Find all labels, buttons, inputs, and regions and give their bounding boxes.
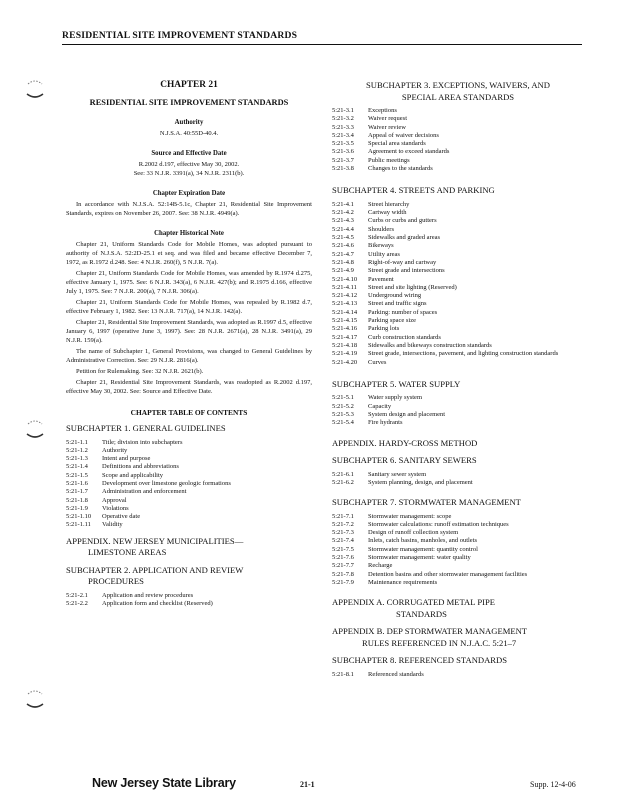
section-number: 5:21-4.9 (332, 267, 354, 275)
toc-entry (332, 317, 584, 325)
section-number: 5:21-6.1 (332, 470, 354, 478)
section-title: Scope and applicability (102, 471, 164, 479)
section-title: Definitions and abbreviations (102, 463, 179, 471)
source-line: R.2002 d.197, effective May 30, 2002. (138, 161, 240, 168)
history-heading: Chapter Historical Note (154, 230, 224, 237)
section-number: 5:21-4.3 (332, 217, 354, 225)
section-title: Parking: number of spaces (368, 308, 438, 316)
toc-entry (332, 209, 584, 217)
toc-entry (332, 107, 584, 115)
section-title: Water supply system (368, 394, 422, 402)
subchapter-5-entries (332, 394, 584, 427)
section-number: 5:21-7.1 (332, 512, 354, 520)
subchapter-1-title: SUBCHAPTER 1. GENERAL GUIDELINES (66, 423, 226, 433)
section-number: 5:21-1.2 (66, 446, 88, 454)
section-title: Curbs or curbs and gutters (368, 217, 437, 225)
toc-entry (332, 350, 584, 358)
section-number: 5:21-4.14 (332, 308, 358, 316)
section-title: Referenced standards (368, 670, 424, 678)
history-paragraph: Chapter 21, Residential Site Improvement Standards, was adopted as R.1997 d.5, effective January 6, 1997 (operative June 3, 1997). See: 28 N.J.R. 2671(a), 28 N.J.R. 3491(a), 29 N.J.R. 159(a). (66, 319, 312, 344)
section-number: 5:21-1.4 (66, 463, 88, 471)
supplement-date: Supp. 12-4-06 (530, 780, 576, 789)
history-paragraph: Chapter 21, Uniform Standards Code for Mobile Homes, was repealed by R.1982 d.7, effective February 1, 1982. See: 13 N.J.R. 717(a), 14 N.J.R. 142(a). (66, 299, 312, 315)
authority-heading: Authority (174, 119, 204, 126)
section-title: System design and placement (368, 410, 446, 418)
section-number: 5:21-4.17 (332, 333, 358, 341)
section-title: Approval (102, 496, 127, 504)
toc-entry (66, 480, 312, 488)
toc-entry (332, 251, 584, 259)
section-number: 5:21-4.6 (332, 242, 354, 250)
section-title: Stormwater management: quantity control (368, 545, 478, 553)
toc-entry (332, 562, 584, 570)
section-number: 5:21-4.4 (332, 225, 354, 233)
toc-entry (332, 309, 584, 317)
section-number: 5:21-4.18 (332, 341, 358, 349)
toc-entry (332, 342, 584, 350)
section-title: Cartway width (368, 209, 407, 217)
section-title: Authority (102, 446, 128, 454)
section-title: Agreement to exceed standards (368, 148, 450, 156)
subchapter-3-entries (332, 107, 584, 173)
history-paragraph: Chapter 21, Uniform Standards Code for Mobile Homes, was amended by R.1974 d.275, effective January 1, 1975. See: 6 N.J.R. 343(a), 6 N.J.R. 427(b); and R.1975 d.166, effective July 1, 1975. See: 7 N.J.R. 200(a), 7 N.J.R. 306(a). (66, 270, 312, 295)
section-number: 5:21-4.10 (332, 275, 358, 283)
toc-entry (332, 359, 584, 367)
toc-heading: CHAPTER TABLE OF CONTENTS (130, 408, 248, 417)
section-number: 5:21-4.15 (332, 317, 358, 325)
section-number: 5:21-5.4 (332, 419, 354, 427)
section-title: Appeal of waiver decisions (368, 131, 439, 139)
toc-entry (66, 497, 312, 505)
toc-entry (332, 554, 584, 562)
section-title: Parking space size (368, 317, 417, 325)
toc-entry (332, 403, 584, 411)
toc-entry (332, 521, 584, 529)
section-title: Development over limestone geologic formations (102, 479, 231, 487)
toc-entry (332, 671, 584, 679)
subchapter-4-title: SUBCHAPTER 4. STREETS AND PARKING (332, 185, 495, 196)
section-number: 5:21-7.8 (332, 570, 354, 578)
section-title: Sidewalks and graded areas (368, 234, 441, 242)
section-title: Changes to the standards (368, 165, 433, 173)
appendix-nj-title: APPENDIX. NEW JERSEY MUNICIPALITIES— LIMESTONE AREAS (66, 535, 244, 558)
subchapter-7-title: SUBCHAPTER 7. STORMWATER MANAGEMENT (332, 497, 521, 508)
section-title: Capacity (368, 402, 392, 410)
chapter-number: CHAPTER 21 (160, 80, 218, 90)
running-head: RESIDENTIAL SITE IMPROVEMENT STANDARDS (62, 30, 582, 45)
section-title: Parking lots (368, 325, 400, 333)
section-title: Curves (368, 358, 387, 366)
toc-entry (66, 513, 312, 521)
section-title: Underground wiring (368, 292, 422, 300)
authority-text: N.J.S.A. 40:55D-40.4. (159, 130, 219, 137)
section-title: Operative date (102, 513, 141, 521)
section-number: 5:21-3.2 (332, 115, 354, 123)
subchapter-3-title: SUBCHAPTER 3. EXCEPTIONS, WAIVERS, AND SPECIAL AREA STANDARDS (366, 80, 550, 102)
expiration-heading: Chapter Expiration Date (152, 190, 226, 197)
section-number: 5:21-4.2 (332, 209, 354, 217)
section-title: Street and site lighting (Reserved) (368, 283, 457, 291)
toc-entry (332, 292, 584, 300)
section-number: 5:21-1.7 (66, 488, 88, 496)
chapter-title: RESIDENTIAL SITE IMPROVEMENT STANDARDS (89, 98, 289, 107)
appendix-hardy-cross-title: APPENDIX. HARDY-CROSS METHOD (332, 437, 478, 448)
section-number: 5:21-7.7 (332, 562, 354, 570)
section-title: Stormwater calculations: runoff estimation techniques (368, 520, 509, 528)
toc-entry (332, 242, 584, 250)
subchapter-6-entries (332, 471, 584, 488)
toc-entry (332, 217, 584, 225)
toc-entry (66, 463, 312, 471)
punch-hole-mark (24, 688, 46, 710)
section-number: 5:21-3.4 (332, 131, 354, 139)
toc-entry (332, 411, 584, 419)
toc-entry (332, 226, 584, 234)
subchapter-6-title: SUBCHAPTER 6. SANITARY SEWERS (332, 455, 477, 465)
section-number: 5:21-1.5 (66, 471, 88, 479)
subchapter-8-entries (332, 671, 584, 679)
section-title: Sidewalks and bikeways construction standards (368, 341, 492, 349)
subchapter-7-entries (332, 513, 584, 588)
section-title: Violations (102, 504, 129, 512)
history-paragraph: The name of Subchapter 1, General Provisions, was changed to General Guidelines by Administrative Correction. See: 29 N.J.R. 2816(a). (66, 348, 312, 364)
toc-entry (332, 537, 584, 545)
toc-entry (66, 439, 312, 447)
toc-entry (66, 600, 312, 608)
section-number: 5:21-3.7 (332, 156, 354, 164)
toc-entry (332, 579, 584, 587)
expiration-text: In accordance with N.J.S.A. 52:14B-5.1c, Chapter 21, Residential Site Improvement Standards, expires on November 26, 2007. See: 38 N.J.R. 4949(a). (66, 201, 312, 217)
section-number: 5:21-4.19 (332, 350, 358, 358)
section-title: Maintenance requirements (368, 578, 438, 586)
subchapter-8-title: SUBCHAPTER 8. REFERENCED STANDARDS (332, 655, 508, 666)
toc-entry (332, 471, 584, 479)
section-title: Intent and purpose (102, 455, 151, 463)
section-number: 5:21-6.2 (332, 478, 354, 486)
section-number: 5:21-7.6 (332, 554, 354, 562)
section-number: 5:21-4.5 (332, 234, 354, 242)
section-number: 5:21-7.5 (332, 545, 354, 553)
toc-entry (66, 505, 312, 513)
section-title: Public meetings (368, 156, 410, 164)
toc-entry (66, 472, 312, 480)
toc-entry (332, 529, 584, 537)
section-number: 5:21-7.3 (332, 529, 354, 537)
toc-entry (332, 571, 584, 579)
section-number: 5:21-4.12 (332, 292, 358, 300)
section-number: 5:21-1.1 (66, 438, 88, 446)
section-number: 5:21-3.8 (332, 165, 354, 173)
section-number: 5:21-1.11 (66, 521, 91, 529)
section-title: Stormwater management: water quality (368, 554, 471, 562)
section-number: 5:21-3.6 (332, 148, 354, 156)
toc-entry (66, 592, 312, 600)
section-title: Detention basins and other stormwater management facilities (368, 570, 528, 578)
subchapter-2-title: SUBCHAPTER 2. APPLICATION AND REVIEW PROCEDURES (66, 564, 244, 587)
section-title: Curb construction standards (368, 333, 441, 341)
library-stamp: New Jersey State Library (92, 776, 236, 790)
toc-entry (332, 300, 584, 308)
toc-entry (332, 115, 584, 123)
history-paragraph: Chapter 21, Uniform Standards Code for Mobile Homes, was adopted pursuant to authority of N.J.S.A. 52:2D-25.1 et seq. and was filed and became effective December 7, 1972, as R.1972 d.248. See: 4 N.J.R. 260(f), 5 N.J.R. 7(a). (66, 241, 312, 266)
section-number: 5:21-4.8 (332, 258, 354, 266)
toc-entry (332, 165, 584, 173)
section-number: 5:21-7.4 (332, 537, 354, 545)
section-title: Street hierarchy (368, 200, 410, 208)
toc-entry (332, 201, 584, 209)
section-title: Shoulders (368, 225, 394, 233)
subchapter-5-title: SUBCHAPTER 5. WATER SUPPLY (332, 378, 461, 389)
toc-entry (66, 521, 312, 529)
section-title: Design of runoff collection system (368, 529, 459, 537)
section-title: Application form and checklist (Reserved) (102, 600, 213, 608)
history-paragraph: Chapter 21, Residential Site Improvement Standards, was readopted as R.2002 d.197, effective May 30, 2002. See: Source and Effective Date. (66, 379, 312, 395)
toc-entry (332, 325, 584, 333)
section-title: Sanitary sewer system (368, 470, 427, 478)
left-column (66, 80, 312, 614)
section-number: 5:21-3.1 (332, 107, 354, 114)
section-title: Fire hydrants (368, 419, 403, 427)
section-number: 5:21-4.20 (332, 358, 358, 366)
section-number: 5:21-2.2 (66, 600, 88, 608)
toc-entry (66, 488, 312, 496)
section-number: 5:21-1.9 (66, 504, 88, 512)
source-line: See: 33 N.J.R. 3391(a), 34 N.J.R. 2311(b). (133, 170, 245, 177)
toc-entry (332, 419, 584, 427)
appendix-a-title: APPENDIX A. CORRUGATED METAL PIPE STANDARDS (332, 597, 495, 619)
section-number: 5:21-1.3 (66, 455, 88, 463)
section-title: Inlets, catch basins, manholes, and outlets (368, 537, 478, 545)
page-footer (0, 776, 618, 796)
toc-entry (66, 455, 312, 463)
punch-hole-mark (24, 78, 46, 100)
toc-entry (332, 513, 584, 521)
toc-entry (332, 124, 584, 132)
section-title: Waiver request (368, 115, 407, 123)
toc-entry (332, 148, 584, 156)
toc-entry (332, 140, 584, 148)
history-paragraph: Petition for Rulemaking. See: 32 N.J.R. 2621(b). (76, 368, 204, 375)
section-number: 5:21-1.6 (66, 479, 88, 487)
subchapter-1-entries (66, 439, 312, 530)
toc-entry (332, 479, 584, 487)
section-title: Pavement (368, 275, 394, 283)
toc-entry (332, 284, 584, 292)
section-title: Street grade and intersections (368, 267, 445, 275)
section-number: 5:21-4.13 (332, 300, 358, 308)
section-title: Application and review procedures (102, 591, 194, 599)
section-number: 5:21-2.1 (66, 591, 88, 599)
section-number: 5:21-4.1 (332, 200, 354, 208)
section-number: 5:21-7.2 (332, 520, 354, 528)
section-title: Recharge (368, 562, 393, 570)
toc-entry (332, 334, 584, 342)
toc-entry (332, 546, 584, 554)
right-column (332, 80, 584, 685)
section-title: Right-of-way and cartway (368, 258, 437, 266)
section-title: Special area standards (368, 140, 426, 148)
section-number: 5:21-5.2 (332, 402, 354, 410)
section-title: Waiver review (368, 123, 406, 131)
section-number: 5:21-7.9 (332, 578, 354, 586)
toc-entry (332, 259, 584, 267)
section-number: 5:21-1.8 (66, 496, 88, 504)
section-title: Validity (102, 521, 123, 529)
section-number: 5:21-8.1 (332, 670, 354, 678)
toc-entry (332, 157, 584, 165)
section-number: 5:21-1.10 (66, 513, 92, 521)
section-title: Title; division into subchapters (102, 438, 183, 446)
section-number: 5:21-4.11 (332, 283, 357, 291)
section-number: 5:21-3.5 (332, 140, 354, 148)
toc-entry (66, 447, 312, 455)
section-number: 5:21-3.3 (332, 123, 354, 131)
section-title: Street grade, intersections, pavement, and lighting construction standards (368, 350, 559, 358)
toc-entry (332, 394, 584, 402)
source-heading: Source and Effective Date (151, 150, 227, 157)
page-number: 21-1 (300, 780, 315, 789)
section-title: Utility areas (368, 250, 400, 258)
toc-entry (332, 132, 584, 140)
section-title: Street and traffic signs (368, 300, 427, 308)
section-title: Bikeways (368, 242, 394, 250)
section-number: 5:21-5.3 (332, 410, 354, 418)
appendix-b-title: APPENDIX B. DEP STORMWATER MANAGEMENT RULES REFERENCED IN N.J.A.C. 5:21–7 (332, 626, 528, 648)
section-number: 5:21-4.7 (332, 250, 354, 258)
section-title: Administration and enforcement (102, 488, 187, 496)
toc-entry (332, 276, 584, 284)
section-number: 5:21-5.1 (332, 394, 354, 402)
section-number: 5:21-4.16 (332, 325, 358, 333)
section-title: Stormwater management: scope (368, 512, 452, 520)
section-title: Exceptions (368, 107, 397, 114)
toc-entry (332, 267, 584, 275)
punch-hole-mark (24, 418, 46, 440)
subchapter-4-entries (332, 201, 584, 367)
subchapter-2-entries (66, 592, 312, 609)
section-title: System planning, design, and placement (368, 478, 473, 486)
toc-entry (332, 234, 584, 242)
